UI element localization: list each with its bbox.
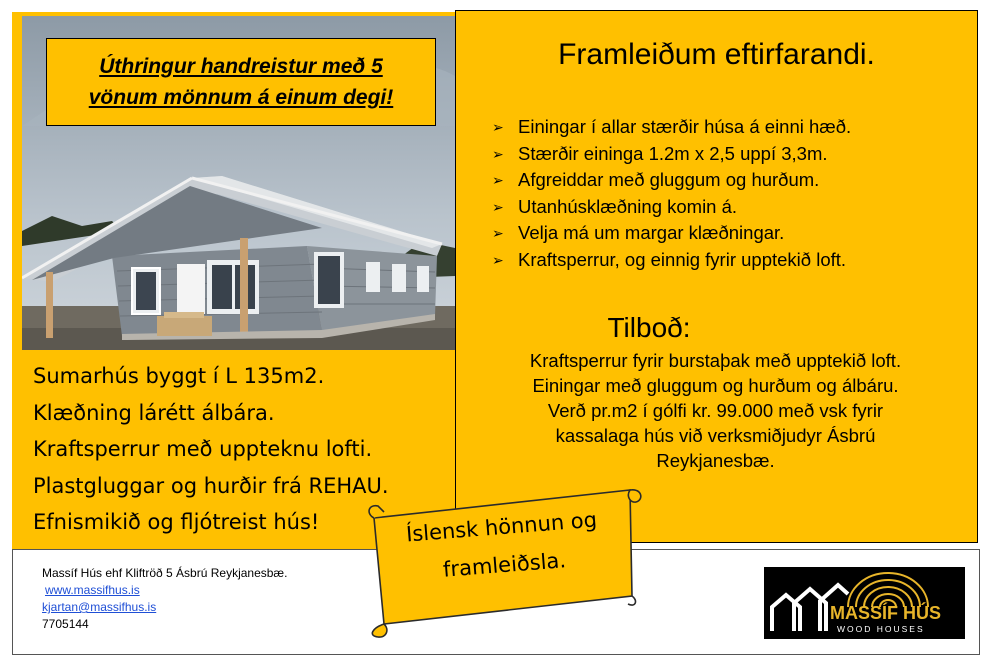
spec-item: Klæðning lárétt álbára. bbox=[33, 400, 275, 425]
arrow-bullet-icon: ➢ bbox=[492, 119, 504, 135]
offer-line: kassalaga hús við verksmiðjudyr Ásbrú bbox=[555, 425, 876, 446]
massif-hus-logo bbox=[764, 567, 965, 639]
arrow-bullet-icon: ➢ bbox=[492, 251, 504, 268]
production-item-text: Einingar í allar stærðir húsa á einni hæð. bbox=[518, 116, 852, 137]
phone-number: 7705144 bbox=[42, 617, 89, 631]
production-item-text: Afgreiddar með gluggum og hurðum. bbox=[518, 169, 820, 190]
production-item bbox=[492, 220, 851, 247]
company-address: Massíf Hús ehf Kliftröð 5 Ásbrú Reykjanesbæ. bbox=[42, 566, 288, 580]
production-item bbox=[492, 114, 851, 141]
headline: Úthringur handreistur með 5 vönum mönnum á einum degi! bbox=[88, 54, 394, 109]
production-item bbox=[492, 194, 851, 221]
contact-info bbox=[42, 565, 287, 633]
production-item bbox=[492, 247, 851, 274]
offer-line: Kraftsperrur fyrir burstaþak með upptekið loft. bbox=[529, 350, 902, 371]
arrow-bullet-icon: ➢ bbox=[492, 172, 504, 188]
production-item bbox=[492, 167, 851, 194]
arrow-bullet-icon: ➢ bbox=[492, 225, 504, 241]
production-item-text: Velja má um margar klæðningar. bbox=[518, 222, 785, 243]
production-item-text: Utanhúsklæðning komin á. bbox=[518, 195, 738, 217]
spec-item: Kraftsperrur með uppteknu lofti. bbox=[33, 437, 373, 461]
production-list bbox=[492, 114, 851, 273]
production-item-text: Stærðir eininga 1.2m x 2,5 uppí 3,3m. bbox=[518, 142, 828, 164]
offer-line: Verð pr.m2 í gólfi kr. 99.000 með vsk fyrir bbox=[547, 400, 884, 421]
production-title: Framleiðum eftirfarandi. bbox=[558, 38, 875, 71]
email-link[interactable]: kjartan@massifhus.is bbox=[42, 600, 157, 614]
website-link[interactable]: www.massifhus.is bbox=[45, 583, 140, 597]
spec-item: Sumarhús byggt í L 135m2. bbox=[33, 364, 325, 388]
logo-name: MASSÍF HÚS bbox=[830, 603, 942, 623]
offer-text bbox=[463, 348, 968, 473]
headline-box bbox=[46, 38, 436, 126]
offer-line: Einingar með gluggum og hurðum og álbáru. bbox=[532, 375, 899, 396]
logo-tagline: WOOD HOUSES bbox=[837, 624, 925, 634]
spec-item: Plastgluggar og hurðir frá REHAU. bbox=[33, 473, 389, 498]
arrow-bullet-icon: ➢ bbox=[492, 198, 504, 215]
offer-line: Reykjanesbæ. bbox=[656, 450, 775, 471]
offer-title: Tilboð: bbox=[607, 312, 691, 343]
spec-item: Efnismikið og fljótreist hús! bbox=[33, 510, 320, 534]
production-item bbox=[492, 141, 851, 168]
scroll-line: framleiðsla. bbox=[442, 548, 567, 582]
scroll-line: Íslensk hönnun og bbox=[405, 507, 598, 547]
production-item-text: Kraftsperrur, og einnig fyrir upptekið loft. bbox=[518, 248, 847, 270]
arrow-bullet-icon: ➢ bbox=[492, 145, 504, 162]
